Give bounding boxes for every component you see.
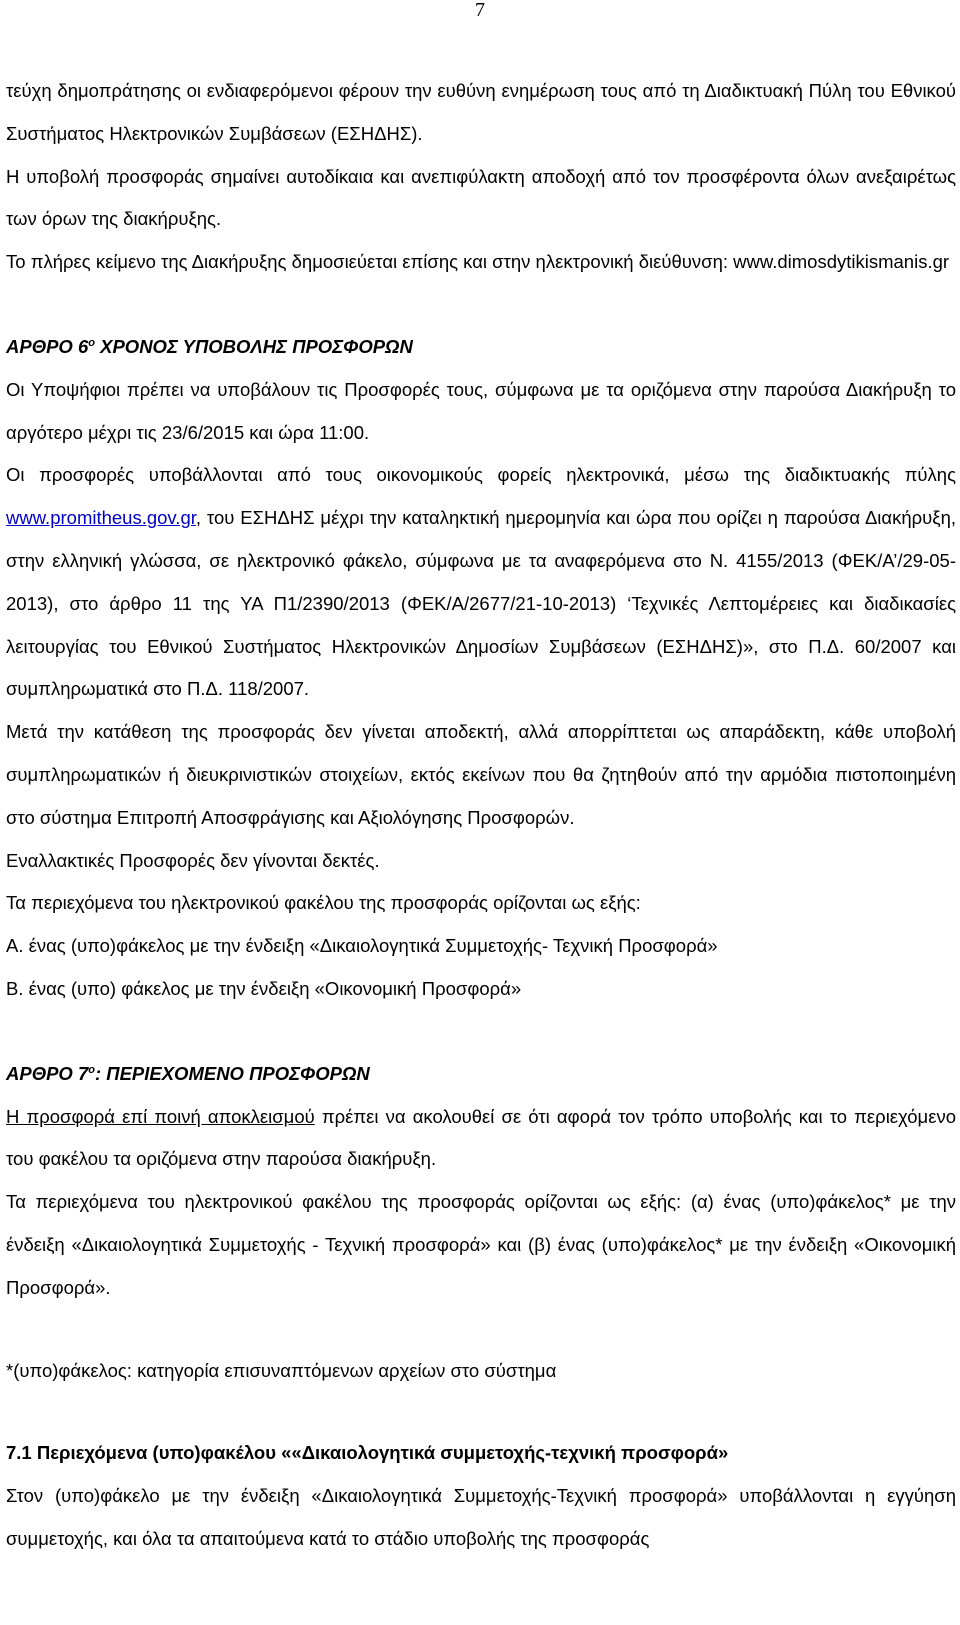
article-6-contents-intro: Τα περιεχόμενα του ηλεκτρονικού φακέλου της προσφοράς ορίζονται ως εξής: [6, 892, 641, 914]
article-6-alternatives: Εναλλακτικές Προσφορές δεν γίνονται δεκτές. [6, 849, 380, 871]
article-7-heading-prefix: ΑΡΘΡΟ 7 [6, 1062, 89, 1084]
article-7-requirement [6, 1096, 956, 1182]
article-6-item-b: Β. ένας (υπο) φάκελος με την ένδειξη «Οικονομική Προσφορά» [6, 977, 522, 999]
promitheus-link[interactable]: www.promitheus.gov.gr [6, 507, 196, 529]
section-7-1-heading: 7.1 Περιεχόμενα (υπο)φακέλου ««Δικαιολογητικά συμμετοχής-τεχνική προσφορά» [6, 1442, 729, 1464]
article-6-no-supplements: Μετά την κατάθεση της προσφοράς δεν γίνεται αποδεκτή, αλλά απορρίπτεται ως απαράδεκτη, κάθε υποβολή συμπληρωματικών ή διευκρινιστικών στοιχείων, εκτός εκείνων που θα ζητηθούν από την αρμόδια πιστοποιημένη στο σύστημα Επιτροπή Αποσφράγισης και Αξιολόγησης Προσφορών. [6, 721, 956, 828]
page-number: 7 [475, 0, 485, 21]
requirement-rest: πρέπει να ακολουθεί σε ότι αφορά τον τρόπο υποβολής και το περιεχόμενο του φακέλου τα οριζόμενα στην παρούσα διακήρυξη. [6, 1105, 956, 1170]
footnote-subfolder: *(υπο)φάκελος: κατηγορία επισυναπτόμενων αρχείων στο σύστημα [6, 1359, 557, 1381]
section-7-1-paragraph: Στον (υπο)φάκελο με την ένδειξη «Δικαιολογητικά Συμμετοχής-Τεχνική προσφορά» υποβάλλονται η εγγύηση συμμετοχής, και όλα τα απαιτούμενα κατά το στάδιο υποβολής της προσφοράς [6, 1485, 956, 1549]
article-6-heading-prefix: ΑΡΘΡΟ 6 [6, 335, 89, 357]
paragraph-acceptance: Η υποβολή προσφοράς σημαίνει αυτοδίκαια και ανεπιφύλακτη αποδοχή από τον προσφέροντα όλων ανεξαιρέτως των όρων της διακήρυξης. [6, 165, 956, 230]
article-6-submission [6, 454, 956, 711]
article-7-heading [6, 1053, 956, 1096]
article-6-heading [6, 326, 956, 369]
submission-text-before: Οι προσφορές υποβάλλονται από τους οικονομικούς φορείς ηλεκτρονικά, μέσω της διαδικτυακής πύλης [6, 464, 956, 486]
article-7-heading-sup: ο [88, 1063, 95, 1076]
article-6-item-a: Α. ένας (υπο)φάκελος με την ένδειξη «Δικαιολογητικά Συμμετοχής- Τεχνική Προσφορά» [6, 935, 718, 957]
article-6-heading-sup: ο [88, 336, 95, 349]
article-7-heading-suffix: : ΠΕΡΙΕΧΟΜΕΝΟ ΠΡΟΣΦΟΡΩΝ [94, 1062, 370, 1084]
document-body [6, 70, 956, 1561]
article-7-contents: Τα περιεχόμενα του ηλεκτρονικού φακέλου της προσφοράς ορίζονται ως εξής: (α) ένας (υπο)φάκελος* με την ένδειξη «Δικαιολογητικά Συμμετοχής - Τεχνική προσφορά» και (β) ένας (υπο)φάκελος* με την ένδειξη «Οικονομική Προσφορά». [6, 1191, 956, 1298]
exclusion-clause: Η προσφορά επί ποινή αποκλεισμού [6, 1105, 315, 1127]
municipality-website: www.dimosdytikismanis.gr [733, 251, 950, 273]
paragraph-bidding-docs: τεύχη δημοπράτησης οι ενδιαφερόμενοι φέρουν την ευθύνη ενημέρωση τους από τη Διαδικτυακή Πύλη του Εθνικού Συστήματος Ηλεκτρονικών Συμβάσεων (ΕΣΗΔΗΣ). [6, 80, 956, 144]
full-text-sentence: Το πλήρες κείμενο της Διακήρυξης δημοσιεύεται επίσης και στην ηλεκτρονική διεύθυνση: [6, 251, 729, 273]
article-6-deadline: Οι Υποψήφιοι πρέπει να υποβάλουν τις Προσφορές τους, σύμφωνα με τα οριζόμενα στην παρούσα Διακήρυξη το αργότερο μέχρι τις 23/6/2015 και ώρα 11:00. [6, 378, 956, 443]
submission-text-after: , του ΕΣΗΔΗΣ μέχρι την καταληκτική ημερομηνία και ώρα που ορίζει η παρούσα Διακήρυξη, στην ελληνική γλώσσα, σε ηλεκτρονικό φάκελο, σύμφωνα με τα αναφερόμενα στο Ν. 4155/2013 (ΦΕΚ/Α’/29-05-2013), στο άρθρο 11 της ΥΑ Π1/2390/2013 (ΦΕΚ/Α/2677/21-10-2013) ‘Τεχνικές Λεπτομέρειες και διαδικασίες λειτουργίας του Εθνικού Συστήματος Ηλεκτρονικών Δημοσίων Συμβάσεων (ΕΣΗΔΗΣ)», στο Π.Δ. 60/2007 και συμπληρωματικά στο Π.Δ. 118/2007. [6, 507, 956, 700]
article-6-heading-suffix: ΧΡΟΝΟΣ ΥΠΟΒΟΛΗΣ ΠΡΟΣΦΟΡΩΝ [94, 335, 413, 357]
paragraph-full-text [6, 241, 956, 284]
